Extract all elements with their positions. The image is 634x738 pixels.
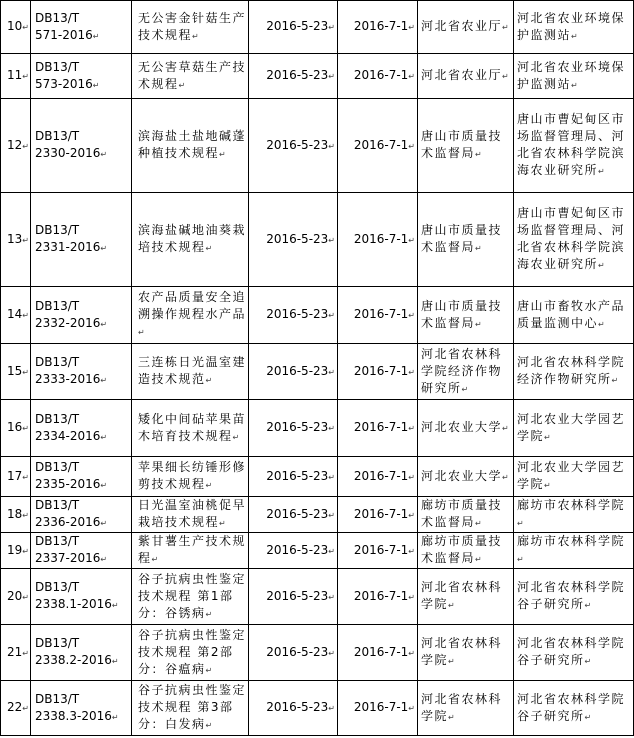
standard-code-cell — [31, 533, 132, 569]
issue-date: 2016-5-23 — [266, 700, 329, 714]
drafting-unit: 唐山市畜牧水产品质量监测中心 — [517, 298, 626, 330]
paragraph-mark-icon: ↵ — [151, 555, 160, 564]
table-row — [1, 54, 634, 99]
row-number-cell — [1, 54, 31, 99]
paragraph-mark-icon: ↵ — [100, 481, 108, 490]
paragraph-mark-icon: ↵ — [408, 311, 415, 320]
table-row — [1, 99, 634, 193]
standard-name: 紫甘薯生产技术规程 — [138, 534, 247, 565]
drafting-unit-cell — [514, 681, 634, 736]
paragraph-mark-icon: ↵ — [328, 72, 335, 81]
issue-date: 2016-5-23 — [266, 644, 329, 659]
standard-code-cell — [31, 193, 132, 287]
paragraph-mark-icon: ↵ — [192, 31, 201, 41]
department-cell — [418, 533, 514, 569]
paragraph-mark-icon: ↵ — [22, 648, 29, 658]
department-cell — [418, 344, 514, 400]
standard-name-cell — [132, 344, 249, 400]
paragraph-mark-icon: ↵ — [502, 72, 511, 81]
table-row — [1, 625, 634, 681]
row-number: 13 — [7, 231, 23, 246]
issue-date-cell — [249, 533, 338, 569]
drafting-unit: 唐山市曹妃甸区市场监督管理局、河北省农林科学院滨海农业研究所 — [517, 206, 626, 271]
row-number-cell — [1, 533, 31, 569]
drafting-unit-cell — [514, 99, 634, 193]
drafting-unit: 河北农业大学园艺学院 — [517, 460, 626, 491]
standard-name: 日光温室油桃促早栽培技术规程 — [138, 498, 247, 529]
issue-date: 2016-5-23 — [266, 420, 329, 434]
implementation-date: 2016-7-1 — [353, 468, 409, 483]
paragraph-mark-icon: ↵ — [22, 141, 29, 151]
drafting-unit: 河北省农业环境保护监测站 — [517, 10, 626, 42]
drafting-unit-cell — [514, 533, 634, 569]
paragraph-mark-icon: ↵ — [205, 665, 214, 675]
row-number-cell — [1, 497, 31, 533]
paragraph-mark-icon: ↵ — [22, 472, 29, 482]
drafting-unit: 河北农业大学园艺学院 — [517, 411, 626, 443]
paragraph-mark-icon: ↵ — [544, 432, 553, 442]
paragraph-mark-icon: ↵ — [584, 601, 593, 610]
paragraph-mark-icon: ↵ — [408, 141, 415, 151]
paragraph-mark-icon: ↵ — [408, 704, 415, 713]
department-cell — [418, 54, 514, 99]
drafting-unit: 廊坊市农林科学院 — [517, 498, 626, 512]
drafting-unit-cell — [514, 497, 634, 533]
row-number: 20 — [7, 588, 23, 603]
row-number: 18 — [7, 506, 23, 521]
paragraph-mark-icon: ↵ — [100, 432, 108, 442]
paragraph-mark-icon: ↵ — [328, 546, 335, 556]
issue-date-cell — [249, 497, 338, 533]
paragraph-mark-icon: ↵ — [22, 592, 29, 602]
paragraph-mark-icon: ↵ — [111, 712, 119, 722]
paragraph-mark-icon: ↵ — [328, 510, 335, 520]
department-cell — [418, 99, 514, 193]
issue-date-cell — [249, 344, 338, 400]
paragraph-mark-icon: ↵ — [475, 319, 484, 329]
paragraph-mark-icon: ↵ — [475, 519, 484, 528]
paragraph-mark-icon: ↵ — [100, 519, 108, 528]
table-row — [1, 457, 634, 497]
paragraph-mark-icon: ↵ — [517, 555, 526, 564]
standard-name-cell — [132, 287, 249, 344]
paragraph-mark-icon: ↵ — [22, 235, 29, 245]
paragraph-mark-icon: ↵ — [111, 601, 119, 610]
paragraph-mark-icon: ↵ — [571, 80, 580, 90]
paragraph-mark-icon: ↵ — [205, 721, 214, 730]
implementation-date-cell — [338, 400, 418, 457]
standard-name: 谷子抗病虫性鉴定技术规程 第2部分：谷瘟病 — [138, 627, 247, 676]
standard-code-cell — [31, 287, 132, 344]
issue-date-cell — [249, 287, 338, 344]
paragraph-mark-icon: ↵ — [328, 648, 335, 658]
row-number: 10 — [7, 19, 23, 33]
standard-code: DB13/T 2332-2016 — [35, 298, 101, 330]
drafting-unit: 廊坊市农林科学院 — [517, 534, 626, 548]
paragraph-mark-icon: ↵ — [517, 519, 526, 528]
implementation-date-cell — [338, 1, 418, 54]
department: 河北省农林科学院 — [421, 691, 503, 723]
paragraph-mark-icon: ↵ — [100, 555, 108, 564]
implementation-date: 2016-7-1 — [353, 420, 409, 434]
paragraph-mark-icon: ↵ — [205, 609, 214, 619]
standard-code: DB13/T 2338.3-2016 — [35, 691, 112, 723]
standard-name-cell — [132, 457, 249, 497]
standard-code: DB13/T 571-2016 — [35, 10, 93, 42]
standard-name: 滨海盐碱地油葵栽培技术规程 — [138, 223, 247, 254]
issue-date: 2016-5-23 — [266, 307, 329, 321]
department: 河北省农业厅 — [421, 19, 503, 33]
standard-name: 无公害草菇生产技术规程 — [138, 59, 247, 91]
paragraph-mark-icon: ↵ — [328, 592, 335, 602]
issue-date-cell — [249, 193, 338, 287]
drafting-unit: 河北省农林科学院谷子研究所 — [517, 636, 626, 667]
paragraph-mark-icon: ↵ — [448, 712, 457, 722]
paragraph-mark-icon: ↵ — [328, 311, 335, 320]
drafting-unit: 河北省农业环境保护监测站 — [517, 59, 626, 91]
implementation-date: 2016-7-1 — [353, 231, 409, 246]
paragraph-mark-icon: ↵ — [100, 376, 108, 385]
department-cell — [418, 569, 514, 625]
standard-code-cell — [31, 457, 132, 497]
standard-name: 谷子抗病虫性鉴定技术规程 第1部分：谷锈病 — [138, 571, 247, 620]
table-row — [1, 287, 634, 344]
row-number: 12 — [7, 137, 23, 152]
implementation-date: 2016-7-1 — [353, 542, 409, 557]
paragraph-mark-icon: ↵ — [461, 384, 470, 394]
implementation-date-cell — [338, 193, 418, 287]
paragraph-mark-icon: ↵ — [598, 261, 607, 270]
drafting-unit: 唐山市曹妃甸区市场监督管理局、河北省农林科学院滨海农业研究所 — [517, 112, 626, 177]
paragraph-mark-icon: ↵ — [502, 472, 511, 482]
paragraph-mark-icon: ↵ — [408, 472, 415, 482]
paragraph-mark-icon: ↵ — [100, 319, 108, 329]
table-row — [1, 400, 634, 457]
row-number: 15 — [7, 363, 23, 378]
row-number-cell — [1, 193, 31, 287]
paragraph-mark-icon: ↵ — [502, 23, 511, 32]
paragraph-mark-icon: ↵ — [408, 23, 415, 32]
paragraph-mark-icon: ↵ — [100, 244, 108, 253]
implementation-date-cell — [338, 54, 418, 99]
department-cell — [418, 1, 514, 54]
standard-code-cell — [31, 497, 132, 533]
table-row — [1, 533, 634, 569]
paragraph-mark-icon: ↵ — [111, 657, 119, 666]
issue-date-cell — [249, 54, 338, 99]
issue-date: 2016-5-23 — [266, 363, 329, 378]
issue-date: 2016-5-23 — [266, 542, 329, 557]
paragraph-mark-icon: ↵ — [408, 510, 415, 520]
paragraph-mark-icon: ↵ — [92, 31, 100, 41]
standard-code: DB13/T 573-2016 — [35, 59, 93, 91]
implementation-date-cell — [338, 99, 418, 193]
paragraph-mark-icon: ↵ — [502, 424, 511, 433]
issue-date: 2016-5-23 — [266, 506, 329, 521]
drafting-unit-cell — [514, 1, 634, 54]
paragraph-mark-icon: ↵ — [448, 601, 457, 610]
department: 河北农业大学 — [421, 420, 503, 434]
row-number: 14 — [7, 307, 23, 321]
department: 河北省农林科学院 — [421, 580, 503, 611]
drafting-unit: 河北省农林科学院经济作物研究所 — [517, 355, 626, 386]
standard-name: 农产品质量安全追溯操作规程水产品 — [138, 290, 247, 321]
department: 廊坊市质量技术监督局 — [421, 534, 503, 565]
implementation-date-cell — [338, 681, 418, 736]
standard-name: 矮化中间砧苹果苗木培育技术规程 — [138, 411, 247, 443]
department: 唐山市质量技术监督局 — [421, 298, 503, 330]
issue-date: 2016-5-23 — [266, 468, 329, 483]
paragraph-mark-icon: ↵ — [232, 432, 241, 442]
standard-code: DB13/T 2338.2-2016 — [35, 636, 112, 667]
row-number-cell — [1, 625, 31, 681]
row-number-cell — [1, 1, 31, 54]
drafting-unit-cell — [514, 625, 634, 681]
standard-name-cell — [132, 193, 249, 287]
row-number-cell — [1, 681, 31, 736]
paragraph-mark-icon: ↵ — [22, 546, 29, 556]
paragraph-mark-icon: ↵ — [138, 328, 147, 337]
department: 廊坊市质量技术监督局 — [421, 498, 503, 529]
standard-name-cell — [132, 569, 249, 625]
issue-date-cell — [249, 400, 338, 457]
drafting-unit-cell — [514, 569, 634, 625]
row-number: 21 — [7, 644, 23, 659]
standard-name-cell — [132, 625, 249, 681]
drafting-unit: 河北省农林科学院谷子研究所 — [517, 580, 626, 611]
paragraph-mark-icon: ↵ — [328, 472, 335, 482]
issue-date-cell — [249, 457, 338, 497]
issue-date: 2016-5-23 — [266, 137, 329, 152]
department: 唐山市质量技术监督局 — [421, 129, 503, 160]
paragraph-mark-icon: ↵ — [328, 141, 335, 151]
paragraph-mark-icon: ↵ — [100, 150, 108, 159]
row-number-cell — [1, 287, 31, 344]
paragraph-mark-icon: ↵ — [571, 31, 580, 41]
standard-name: 谷子抗病虫性鉴定技术规程 第3部分：白发病 — [138, 683, 247, 731]
table-row — [1, 1, 634, 54]
row-number: 17 — [7, 468, 23, 483]
standard-code-cell — [31, 99, 132, 193]
standard-name-cell — [132, 54, 249, 99]
issue-date-cell — [249, 99, 338, 193]
row-number-cell — [1, 457, 31, 497]
table-row — [1, 497, 634, 533]
paragraph-mark-icon: ↵ — [598, 319, 607, 329]
paragraph-mark-icon: ↵ — [328, 23, 335, 32]
table-body — [1, 1, 634, 736]
row-number: 22 — [7, 700, 23, 714]
implementation-date-cell — [338, 625, 418, 681]
paragraph-mark-icon: ↵ — [205, 244, 214, 253]
department-cell — [418, 681, 514, 736]
row-number-cell — [1, 344, 31, 400]
department: 河北省农林科学院经济作物研究所 — [421, 346, 503, 395]
implementation-date-cell — [338, 344, 418, 400]
standard-name-cell — [132, 681, 249, 736]
department: 河北省农林科学院 — [421, 636, 503, 667]
issue-date-cell — [249, 1, 338, 54]
row-number-cell — [1, 569, 31, 625]
paragraph-mark-icon: ↵ — [328, 235, 335, 245]
paragraph-mark-icon: ↵ — [544, 481, 553, 490]
standard-name-cell — [132, 99, 249, 193]
standard-code-cell — [31, 569, 132, 625]
standard-name: 滨海盐土盐地碱蓬种植技术规程 — [138, 129, 247, 160]
paragraph-mark-icon: ↵ — [22, 424, 29, 433]
implementation-date-cell — [338, 569, 418, 625]
row-number-cell — [1, 99, 31, 193]
paragraph-mark-icon: ↵ — [205, 376, 214, 385]
standard-name-cell — [132, 533, 249, 569]
issue-date-cell — [249, 569, 338, 625]
drafting-unit-cell — [514, 193, 634, 287]
department-cell — [418, 625, 514, 681]
issue-date: 2016-5-23 — [266, 19, 329, 33]
issue-date-cell — [249, 625, 338, 681]
paragraph-mark-icon: ↵ — [219, 150, 228, 159]
row-number-cell — [1, 400, 31, 457]
paragraph-mark-icon: ↵ — [328, 704, 335, 713]
standard-code: DB13/T 2335-2016 — [35, 460, 101, 491]
department-cell — [418, 400, 514, 457]
standard-code-cell — [31, 625, 132, 681]
paragraph-mark-icon: ↵ — [219, 519, 228, 528]
standard-code: DB13/T 2331-2016 — [35, 223, 101, 254]
paragraph-mark-icon: ↵ — [408, 648, 415, 658]
standard-code-cell — [31, 681, 132, 736]
standard-code-cell — [31, 400, 132, 457]
paragraph-mark-icon: ↵ — [475, 555, 484, 564]
implementation-date: 2016-7-1 — [353, 363, 409, 378]
paragraph-mark-icon: ↵ — [598, 167, 607, 176]
standard-code: DB13/T 2336-2016 — [35, 498, 101, 529]
standard-code: DB13/T 2337-2016 — [35, 534, 101, 565]
issue-date: 2016-5-23 — [266, 68, 329, 82]
paragraph-mark-icon: ↵ — [22, 311, 29, 320]
implementation-date: 2016-7-1 — [353, 19, 409, 33]
paragraph-mark-icon: ↵ — [408, 72, 415, 81]
standard-code: DB13/T 2334-2016 — [35, 411, 101, 443]
paragraph-mark-icon: ↵ — [611, 376, 620, 385]
paragraph-mark-icon: ↵ — [408, 367, 415, 377]
department: 唐山市质量技术监督局 — [421, 223, 503, 254]
paragraph-mark-icon: ↵ — [408, 424, 415, 433]
standard-code: DB13/T 2333-2016 — [35, 355, 101, 386]
implementation-date-cell — [338, 497, 418, 533]
implementation-date: 2016-7-1 — [353, 137, 409, 152]
implementation-date: 2016-7-1 — [353, 68, 409, 82]
implementation-date-cell — [338, 457, 418, 497]
table-row — [1, 193, 634, 287]
standard-code-cell — [31, 1, 132, 54]
paragraph-mark-icon: ↵ — [408, 592, 415, 602]
paragraph-mark-icon: ↵ — [22, 23, 29, 32]
issue-date: 2016-5-23 — [266, 231, 329, 246]
implementation-date-cell — [338, 533, 418, 569]
standard-name-cell — [132, 1, 249, 54]
paragraph-mark-icon: ↵ — [178, 80, 187, 90]
paragraph-mark-icon: ↵ — [22, 704, 29, 713]
drafting-unit-cell — [514, 344, 634, 400]
issue-date-cell — [249, 681, 338, 736]
standard-name: 苹果细长纺锤形修剪技术规程 — [138, 460, 247, 491]
department: 河北农业大学 — [421, 468, 503, 483]
standard-name-cell — [132, 400, 249, 457]
paragraph-mark-icon: ↵ — [22, 72, 29, 81]
standard-name: 三连栋日光温室建造技术规范 — [138, 355, 247, 386]
implementation-date: 2016-7-1 — [353, 506, 409, 521]
standard-code-cell — [31, 54, 132, 99]
paragraph-mark-icon: ↵ — [22, 510, 29, 520]
implementation-date: 2016-7-1 — [353, 588, 409, 603]
paragraph-mark-icon: ↵ — [584, 712, 593, 722]
paragraph-mark-icon: ↵ — [475, 150, 484, 159]
standard-code: DB13/T 2330-2016 — [35, 129, 101, 160]
standard-name-cell — [132, 497, 249, 533]
drafting-unit-cell — [514, 54, 634, 99]
paragraph-mark-icon: ↵ — [475, 244, 484, 253]
department-cell — [418, 497, 514, 533]
implementation-date: 2016-7-1 — [353, 700, 409, 714]
paragraph-mark-icon: ↵ — [205, 481, 214, 490]
standard-name: 无公害金针菇生产技术规程 — [138, 10, 247, 42]
paragraph-mark-icon: ↵ — [584, 657, 593, 666]
department: 河北省农业厅 — [421, 68, 503, 82]
paragraph-mark-icon: ↵ — [328, 424, 335, 433]
row-number: 11 — [7, 68, 23, 82]
paragraph-mark-icon: ↵ — [92, 80, 100, 90]
table-row — [1, 569, 634, 625]
standard-code: DB13/T 2338.1-2016 — [35, 580, 112, 611]
implementation-date: 2016-7-1 — [353, 644, 409, 659]
issue-date: 2016-5-23 — [266, 588, 329, 603]
table-row — [1, 344, 634, 400]
implementation-date: 2016-7-1 — [353, 307, 409, 321]
paragraph-mark-icon: ↵ — [448, 657, 457, 666]
table-row — [1, 681, 634, 736]
standard-code-cell — [31, 344, 132, 400]
implementation-date-cell — [338, 287, 418, 344]
row-number: 19 — [7, 542, 23, 557]
department-cell — [418, 193, 514, 287]
drafting-unit-cell — [514, 457, 634, 497]
department-cell — [418, 287, 514, 344]
paragraph-mark-icon: ↵ — [328, 367, 335, 377]
drafting-unit-cell — [514, 287, 634, 344]
paragraph-mark-icon: ↵ — [408, 546, 415, 556]
department-cell — [418, 457, 514, 497]
paragraph-mark-icon: ↵ — [22, 367, 29, 377]
paragraph-mark-icon: ↵ — [408, 235, 415, 245]
drafting-unit-cell — [514, 400, 634, 457]
drafting-unit: 河北省农林科学院谷子研究所 — [517, 691, 626, 723]
row-number: 16 — [7, 420, 23, 434]
